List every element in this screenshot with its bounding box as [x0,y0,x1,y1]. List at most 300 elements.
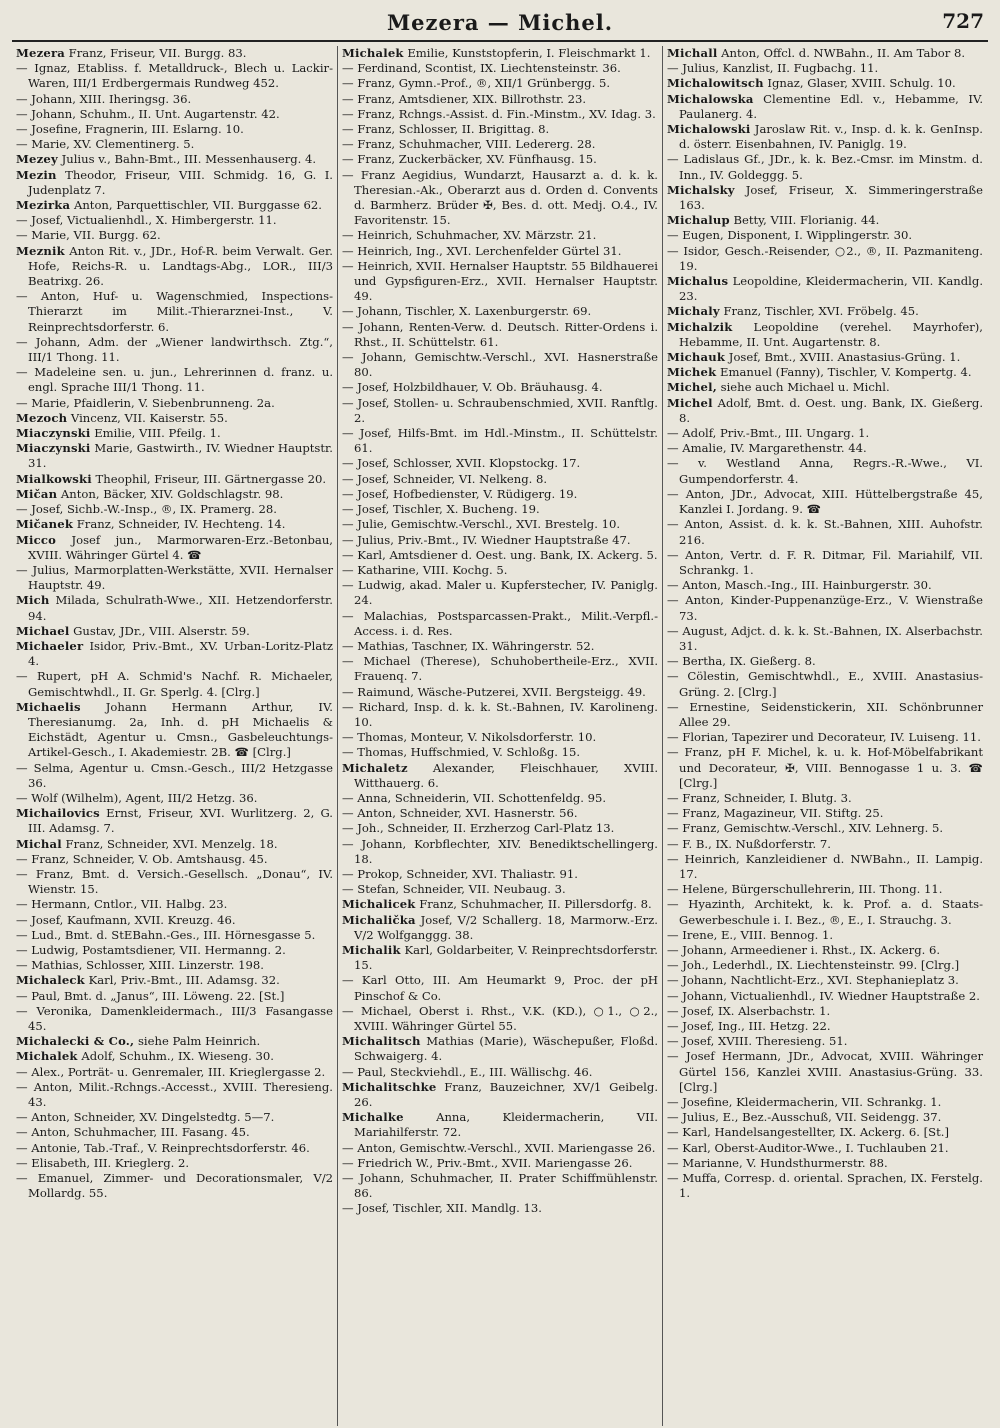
entry-text: Johann Hermann Arthur, IV. Theresianumg. 2a, Inh. d. pH Michaelis & Eichstädt, Agentur u. Cmsn., Gasbeleuchtungs-Artikel-Gesch., I. Akademiestr. 2B. ☎ [Clrg.] [28,699,333,760]
entry-text: — Anton, Huf- u. Wagenschmied, Inspections-Thierarzt im Milit.-Thierarznei-Inst., V. Reinprechtsdorferstr. 6. [16,289,333,334]
directory-entry [667,1110,983,1125]
entry-text: siehe auch Michael u. Michl. [716,380,890,395]
entry-text: — Josef, IX. Alserbachstr. 1. [667,1003,831,1018]
entry-text: — Ludwig, akad. Maler u. Kupferstecher, IV. Paniglg. 24. [342,578,658,608]
directory-entry [342,609,658,639]
directory-entry [16,852,333,867]
entry-surname: Mičanek [16,517,74,532]
entry-text: — Raimund, Wäsche-Putzerei, XVII. Bergsteigg. 49. [342,684,646,699]
entry-text: — Anton, Milit.-Rchngs.-Accesst., XVIII. Theresieng. 43. [16,1079,333,1110]
directory-entry [342,517,658,532]
directory-entry [342,426,658,456]
directory-entry [667,1125,983,1140]
directory-entry [667,244,983,274]
directory-entry [667,1049,983,1095]
directory-entry [16,1034,333,1049]
directory-entry [667,76,983,91]
entry-text: — Josef, Ing., III. Hetzg. 22. [667,1019,831,1033]
entry-surname: Michaleck [16,973,85,988]
directory-entry [667,882,983,897]
directory-entry [667,897,983,927]
directory-entry [342,685,658,700]
directory-entry [16,122,333,137]
entry-text: Anton Rit. v., JDr., Hof-R. beim Verwalt. Ger. Hofe, Reichs-R. u. Landtags-Abg., LOR., III/3 Beatrixg. 26. [28,243,333,289]
entry-text: Alexander, Fleischhauer, XVIII. Witthauerg. 6. [354,760,658,790]
entry-text: Marie, Gastwirth., IV. Wiedner Hauptstr. 31. [28,441,333,471]
directory-entry [667,989,983,1004]
entry-text: — Franz, Schuhmacher, VIII. Ledererg. 28. [342,137,596,152]
entry-surname: Mezirka [16,198,71,213]
entry-text: — Josef, Stollen- u. Schraubenschmied, XVII. Ranftlg. 2. [342,395,658,425]
directory-entry [342,1110,658,1140]
directory-entry [667,593,983,623]
entry-text: — Julie, Gemischtw.-Verschl., XVI. Brestelg. 10. [342,517,621,532]
entry-text: Anton, Bäcker, XIV. Goldschlagstr. 98. [57,486,284,501]
entry-surname: Mezey [16,152,58,167]
directory-entry [342,46,658,61]
directory-entry [16,502,333,517]
directory-entry [667,745,983,791]
directory-entry [342,1065,658,1080]
entry-text: — Hermann, Cntlor., VII. Halbg. 23. [16,897,228,912]
column-middle [337,46,662,1426]
entry-surname: Michel [667,395,713,410]
directory-entry [16,61,333,91]
entry-text: Karl, Goldarbeiter, V. Reinprechtsdorferstr. 15. [354,942,658,973]
entry-text: — Mathias, Taschner, IX. Währingerstr. 52. [342,638,595,653]
entry-text: — Marie, XV. Clementinerg. 5. [16,137,195,152]
directory-entry [342,700,658,730]
entry-text: — Mathias, Schlosser, XIII. Linzerstr. 198. [16,958,264,973]
entry-text: — Hyazinth, Architekt, k. k. Prof. a. d. Staats-Gewerbeschule i. I. Bez., ®, E., I. Strauchg. 3. [667,897,983,927]
entry-text: — Josef, Hilfs-Bmt. im Hdl.-Minstm., II. Schüttelstr. 61. [342,426,658,456]
directory-entry [667,928,983,943]
entry-surname: Miaczynski [16,426,91,441]
directory-entry [342,350,658,380]
entry-text: — Isidor, Gesch.-Reisender, ○2., ®, II. Pazmaniteng. 19. [667,243,983,273]
entry-surname: Michalicek [342,897,416,912]
entry-text: — v. Westland Anna, Regrs.-R.-Wwe., VI. Gumpendorferstr. 4. [667,456,983,486]
directory-entry [342,76,658,91]
entry-surname: Michalke [342,1110,404,1125]
directory-entry [342,487,658,502]
entry-text: — Josefine, Fragnerin, III. Eslarng. 10. [16,122,244,137]
directory-entry [16,837,333,852]
entry-text: — Marie, Pfaidlerin, V. Siebenbrunneng. 2a. [16,395,275,410]
entry-text: Anton, Offcl. d. NWBahn., II. Am Tabor 8. [717,46,966,60]
directory-entry [667,669,983,699]
entry-text: — Florian, Tapezirer und Decorateur, IV. Luiseng. 11. [667,730,981,745]
entry-text: — Heinrich, Schuhmacher, XV. Märzstr. 21. [342,228,597,243]
entry-text: — Ladislaus Gf., JDr., k. k. Bez.-Cmsr. im Minstm. d. Inn., IV. Goldeggg. 5. [667,152,983,182]
entry-surname: Michalup [667,213,730,228]
entry-surname: Michalek [16,1049,78,1064]
directory-entry [16,198,333,213]
directory-entry [342,228,658,243]
directory-entry [667,320,983,350]
entry-text: — Karl Otto, III. Am Heumarkt 9, Proc. der pH Pinschof & Co. [342,973,658,1003]
column-right [662,46,987,1426]
entry-surname: Michalička [342,912,416,927]
directory-entry [342,1004,658,1034]
entry-surname: Michalus [667,274,729,289]
entry-text: Jaroslaw Rit. v., Insp. d. k. k. GenInsp. d. österr. Eisenbahnen, IV. Paniglg. 19. [679,122,983,152]
directory-entry [16,563,333,593]
directory-entry [342,122,658,137]
entry-surname: Mich [16,593,50,608]
directory-entry [16,46,333,61]
directory-entry [16,168,333,198]
directory-entry [667,1171,983,1201]
entry-text: — Heinrich, XVII. Hernalser Hauptstr. 55 Bildhauerei und Gypsfiguren-Erz., XVII. Hernalser Hauptstr. 49. [342,258,658,304]
directory-entry [342,304,658,319]
entry-text: — Franz Aegidius, Wundarzt, Hausarzt a. d. k. k. Theresian.-Ak., Oberarzt aus d. Orden d. Convents d. Barmherz. Brüder ✠, Bes. d. ott. Medj. O.4., IV. Favoritenstr. 15. [342,167,658,228]
directory-entry [16,867,333,897]
entry-text: — Stefan, Schneider, VII. Neubaug. 3. [342,882,566,897]
entry-text: Adolf, Schuhm., IX. Wieseng. 30. [77,1049,274,1064]
entry-text: — Josef, XVIII. Theresieng. 51. [667,1034,848,1049]
entry-text: — Lud., Bmt. d. StEBahn.-Ges., III. Hörnesgasse 5. [16,927,316,942]
entry-text: — Johann, Victualienhdl., IV. Wiedner Hauptstraße 2. [667,988,980,1003]
entry-text: — Emanuel, Zimmer- und Decorationsmaler, V/2 Mollardg. 55. [16,1171,333,1201]
entry-text: Anna, Kleidermacherin, VII. Mariahilferstr. 72. [354,1110,658,1140]
directory-entry [16,1171,333,1201]
entry-text: — Franz, Amtsdiener, XIX. Billrothstr. 23. [342,91,587,106]
entry-text: — Paul, Steckviehdl., E., III. Wällischg. 46. [342,1064,593,1079]
directory-entry [342,1201,658,1216]
directory-entry [667,700,983,730]
directory-entry [342,943,658,973]
entry-surname: Michael [16,623,70,638]
directory-entry [667,821,983,836]
directory-entry [667,578,983,593]
directory-entry [16,244,333,290]
entry-text: — Franz, Gymn.-Prof., ®, XII/1 Grünbergg. 5. [342,76,611,91]
entry-text: — Prokop, Schneider, XVI. Thaliastr. 91. [342,866,578,881]
entry-text: — Irene, E., VIII. Bennog. 1. [667,927,834,942]
directory-entry [16,411,333,426]
entry-text: — Muffa, Corresp. d. oriental. Sprachen, IX. Ferstelg. 1. [667,1171,983,1201]
entry-text: Leopoldine (verehel. Mayrhofer), Hebamme, II. Unt. Augartenstr. 8. [679,319,983,349]
entry-text: — Selma, Agentur u. Cmsn.-Gesch., III/2 Hetzgasse 36. [16,760,333,790]
entry-text: — Josef, Kaufmann, XVII. Kreuzg. 46. [16,912,236,927]
entry-text: — Richard, Insp. d. k. k. St.-Bahnen, IV. Karolineng. 10. [342,699,658,729]
directory-entry [667,1004,983,1019]
entry-text: — Joh., Lederhdl., IX. Liechtensteinstr. 99. [Clrg.] [667,958,960,973]
entry-text: Franz, Friseur, VII. Burgg. 83. [65,46,247,60]
entry-text: — Johann, Renten-Verw. d. Deutsch. Ritter-Ordens i. Rhst., II. Schüttelstr. 61. [342,319,658,349]
entry-surname: Michalsky [667,182,735,197]
entry-text: — Rupert, pH A. Schmid's Nachf. R. Michaeler, Gemischtwhdl., II. Gr. Sperlg. 4. [Clrg.] [16,669,333,699]
directory-entry [667,380,983,395]
entry-text: Emilie, VIII. Pfeilg. 1. [90,426,221,441]
directory-entry [16,152,333,167]
directory-entry [16,958,333,973]
entry-text: — Julius, Priv.-Bmt., IV. Wiedner Hauptstraße 47. [342,532,631,547]
directory-entry [667,61,983,76]
entry-surname: Michalowitsch [667,76,764,91]
page-number: 727 [942,9,984,33]
directory-entry [667,730,983,745]
directory-entry [667,958,983,973]
directory-entry [667,1156,983,1171]
directory-entry [342,107,658,122]
entry-text: — Anton, Vertr. d. F. R. Ditmar, Fil. Mariahilf, VII. Schrankg. 1. [667,547,983,577]
entry-text: — Josef Hermann, JDr., Advocat, XVIII. Währinger Gürtel 156, Kanzlei XVIII. Anastasius-Grüng. 33. [Clrg.] [667,1049,983,1094]
entry-text: Franz, Bauzeichner, XV/1 Geibelg. 26. [354,1079,658,1110]
entry-text: — Malachias, Postsparcassen-Prakt., Milit.-Verpfl.-Access. i. d. Res. [342,608,658,638]
entry-text: — Johann, Schuhmacher, II. Prater Schiffmühlenstr. 86. [342,1171,658,1201]
directory-entry [667,654,983,669]
directory-entry [342,791,658,806]
directory-entry [16,1156,333,1171]
directory-entry [16,396,333,411]
entry-surname: Michall [667,46,718,60]
directory-entry [667,152,983,182]
entry-text: — Anton, Assist. d. k. k. St.-Bahnen, XIII. Auhofstr. 216. [667,517,983,547]
entry-text: — Michael, Oberst i. Rhst., V.K. (KD.), ○1., ○2., XVIII. Währinger Gürtel 55. [342,1003,658,1033]
directory-entry [667,183,983,213]
entry-text: Leopoldine, Kleidermacherin, VII. Kandlg. 23. [679,274,983,304]
entry-text: — Franz, Schneider, V. Ob. Amtshausg. 45. [16,851,268,866]
directory-entry [16,1065,333,1080]
entry-text: — Franz, Schlosser, II. Brigittag. 8. [342,122,550,137]
directory-entry [342,1156,658,1171]
entry-text: Ignaz, Glaser, XVIII. Schulg. 10. [763,76,956,91]
directory-entry [16,1080,333,1110]
entry-text: — Karl, Oberst-Auditor-Wwe., I. Tuchlauben 21. [667,1140,949,1155]
entry-surname: Michalzik [667,319,733,334]
directory-entry [667,791,983,806]
directory-entry [342,533,658,548]
directory-entry [667,973,983,988]
directory-entry [667,396,983,426]
entry-text: — Elisabeth, III. Krieglerg. 2. [16,1155,190,1170]
directory-entry [16,913,333,928]
directory-entry [342,1141,658,1156]
entry-text: — Madeleine sen. u. jun., Lehrerinnen d. franz. u. engl. Sprache III/1 Thong. 11. [16,365,333,395]
entry-text: — Josef, Holzbildhauer, V. Ob. Bräuhausg. 4. [342,380,603,395]
directory-entry [16,593,333,623]
entry-text: — Thomas, Huffschmied, V. Schloßg. 15. [342,745,581,760]
directory-entry [342,897,658,912]
entry-text: Vincenz, VII. Kaiserstr. 55. [67,410,228,425]
entry-text: — Josef, Schneider, VI. Nelkeng. 8. [342,471,548,486]
entry-surname: Michalek [342,46,404,60]
entry-text: Theophil, Friseur, III. Gärtnergasse 20. [91,471,327,486]
entry-text: — Veronika, Damenkleidermach., III/3 Fasangasse 45. [16,1003,333,1033]
entry-text: Ernst, Friseur, XVI. Wurlitzerg. 2, G. III. Adamsg. 7. [28,806,333,836]
entry-surname: Meznik [16,243,65,258]
entry-text: — Amalie, IV. Margarethenstr. 44. [667,441,867,456]
entry-text: — Heinrich, Ing., XVI. Lerchenfelder Gürtel 31. [342,243,622,258]
directory-entry [342,1080,658,1110]
entry-text: — Johann, Schuhm., II. Unt. Augartenstr. 42. [16,106,280,121]
directory-entry [16,943,333,958]
entry-text: Mathias (Marie), Wäschepußer, Floßd. Schwaigerg. 4. [354,1034,658,1064]
directory-entry [16,700,333,761]
entry-text: — Josef, Sichb.-W.-Insp., ®, IX. Pramerg. 28. [16,502,277,517]
entry-text: Milada, Schulrath-Wwe., XII. Hetzendorferstr. 94. [28,593,333,623]
entry-text: — Marianne, V. Hundsthurmerstr. 88. [667,1155,888,1170]
entry-text: — Johann, Gemischtw.-Verschl., XVI. Hasnerstraße 80. [342,350,658,380]
running-head: Mezera — Michel. [386,10,614,35]
entry-surname: Michalitsch [342,1034,421,1049]
entry-text: — Helene, Bürgerschullehrerin, III. Thong. 11. [667,882,943,897]
entry-text: — Thomas, Monteur, V. Nikolsdorferstr. 10. [342,730,597,745]
entry-text: — Ludwig, Postamtsdiener, VII. Hermanng. 2. [16,942,286,957]
entry-surname: Michek [667,365,717,380]
directory-entry [16,487,333,502]
directory-entry [667,426,983,441]
entry-text: — Anton, Schneider, XVI. Hasnerstr. 56. [342,806,578,821]
directory-entry [667,122,983,152]
directory-entry [16,761,333,791]
directory-entry [342,396,658,426]
directory-entry [16,639,333,669]
directory-entry [16,107,333,122]
entry-text: — Ignaz, Etabliss. f. Metalldruck-, Blech u. Lackir-Waren, III/1 Erdbergermais Rundweg 452. [16,61,333,91]
directory-entry [16,335,333,365]
directory-entry [667,852,983,882]
entry-text: Franz, Tischler, XVI. Fröbelg. 45. [719,304,919,319]
entry-text: — Franz, Gemischtw.-Verschl., XIV. Lehnerg. 5. [667,821,944,836]
entry-text: — Franz, Bmt. d. Versich.-Gesellsch. „Donau“, IV. Wienstr. 15. [16,866,333,897]
entry-text: — Franz, Schneider, I. Blutg. 3. [667,790,852,805]
entry-surname: Michalowski [667,122,751,137]
entry-text: — Franz, Zuckerbäcker, XV. Fünfhausg. 15. [342,152,597,167]
directory-entry [342,745,658,760]
directory-entry [342,837,658,867]
entry-text: Emilie, Kunststopferin, I. Fleischmarkt 1. [403,46,651,60]
entry-text: — F. B., IX. Nußdorferstr. 7. [667,836,831,851]
directory-entry [342,168,658,229]
directory-entry [16,228,333,243]
directory-entry [342,639,658,654]
directory-entry [16,472,333,487]
directory-entry [667,92,983,122]
entry-text: Julius v., Bahn-Bmt., III. Messenhauserg. 4. [57,152,317,167]
entry-text: — Wolf (Wilhelm), Agent, III/2 Hetzg. 36. [16,790,258,805]
directory-entry [16,928,333,943]
entry-text: — Johann, Tischler, X. Laxenburgerstr. 69. [342,304,592,319]
directory-entry [667,350,983,365]
directory-entry [16,213,333,228]
entry-text: Adolf, Bmt. d. Oest. ung. Bank, IX. Gießerg. 8. [679,395,983,425]
directory-entry [342,761,658,791]
entry-text: — Anton, Schneider, XV. Dingelstedtg. 5—7. [16,1110,275,1125]
entry-surname: Miaczynski [16,441,91,456]
entry-text: — Franz, pH F. Michel, k. u. k. Hof-Möbelfabrikant und Decorateur, ✠, VIII. Bennogasse 1 u. 3. ☎ [Clrg.] [667,745,983,790]
entry-text: Betty, VIII. Florianig. 44. [729,213,880,228]
directory-entry [667,365,983,380]
directory-entry [342,380,658,395]
entry-text: — Cölestin, Gemischtwhdl., E., XVIII. Anastasius-Grüng. 2. [Clrg.] [667,669,983,699]
entry-text: Franz, Schneider, IV. Hechteng. 14. [73,517,286,532]
directory-entry [667,1034,983,1049]
directory-entry [342,1171,658,1201]
columns [12,46,988,1426]
directory-entry [16,533,333,563]
entry-text: — Karl, Amtsdiener d. Oest. ung. Bank, IX. Ackerg. 5. [342,547,658,562]
entry-surname: Michalowska [667,91,754,106]
entry-text: — Joh., Schneider, II. Erzherzog Carl-Platz 13. [342,821,615,836]
directory-entry [342,152,658,167]
directory-entry [342,578,658,608]
entry-surname: Michalecki & Co., [16,1034,135,1049]
directory-entry [16,1110,333,1125]
entry-surname: Micco [16,532,57,547]
directory-entry [342,502,658,517]
entry-text: — Heinrich, Kanzleidiener d. NWBahn., II. Lampig. 17. [667,851,983,881]
entry-surname: Michailovics [16,806,100,821]
entry-text: — Josef, Schlosser, XVII. Klopstockg. 17. [342,456,581,471]
entry-text: Josef, Friseur, X. Simmeringerstraße 163. [679,182,983,213]
directory-entry [16,669,333,699]
entry-surname: Michal [16,836,62,851]
entry-text: Josef jun., Marmorwaren-Erz.-Betonbau, XVIII. Währinger Gürtel 4. ☎ [28,532,333,562]
directory-entry [342,821,658,836]
directory-entry [342,137,658,152]
entry-text: — August, Adjct. d. k. k. St.-Bahnen, IX. Alserbachstr. 31. [667,623,983,653]
entry-text: Karl, Priv.-Bmt., III. Adamsg. 32. [84,973,280,988]
entry-text: — Anton, JDr., Advocat, XIII. Hüttelbergstraße 45, Kanzlei I. Jordang. 9. ☎ [667,486,983,517]
entry-text: — Eugen, Disponent, I. Wipplingerstr. 30. [667,228,913,243]
directory-entry [16,897,333,912]
directory-entry [667,806,983,821]
entry-text: Theodor, Friseur, VIII. Schmidg. 16, G. I. Judenplatz 7. [28,167,333,197]
entry-text: — Adolf, Priv.-Bmt., III. Ungarg. 1. [667,426,870,441]
directory-entry [342,654,658,684]
entry-text: Franz, Schneider, XVI. Menzelg. 18. [61,836,278,851]
entry-surname: Michaletz [342,760,408,775]
directory-entry [16,517,333,532]
directory-entry [16,441,333,471]
directory-entry [342,867,658,882]
entry-surname: Michalik [342,942,401,957]
entry-text: Emanuel (Fanny), Tischler, V. Kompertg. 4. [716,365,972,380]
directory-entry [667,228,983,243]
entry-text: siehe Palm Heinrich. [134,1034,261,1049]
entry-text: — Karl, Handelsangestellter, IX. Ackerg. 6. [St.] [667,1125,949,1140]
entry-text: — Josef, Hofbedienster, V. Rüdigerg. 19. [342,486,578,501]
directory-entry [667,624,983,654]
directory-entry [16,289,333,335]
entry-text: — Julius, Marmorplatten-Werkstätte, XVII. Hernalser Hauptstr. 49. [16,562,333,593]
directory-entry [16,137,333,152]
entry-surname: Mezin [16,167,57,182]
entry-text: — Julius, Kanzlist, II. Fugbachg. 11. [667,61,879,76]
entry-surname: Michaeler [16,638,84,653]
entry-text: Gustav, JDr., VIII. Alserstr. 59. [69,623,250,638]
entry-text: — Friedrich W., Priv.-Bmt., XVII. Mariengasse 26. [342,1155,633,1170]
directory-entry [342,548,658,563]
directory-entry [667,837,983,852]
directory-entry [667,274,983,304]
directory-entry [16,365,333,395]
directory-entry [342,92,658,107]
entry-text: — Ferdinand, Scontist, IX. Liechtensteinstr. 36. [342,61,621,76]
entry-surname: Michaly [667,304,720,319]
directory-entry [342,730,658,745]
directory-entry [16,989,333,1004]
directory-entry [667,517,983,547]
entry-text: — Josefine, Kleidermacherin, VII. Schrankg. 1. [667,1095,942,1110]
entry-text: — Anton, Masch.-Ing., III. Hainburgerstr. 30. [667,578,932,593]
directory-entry [16,1049,333,1064]
entry-text: — Johann, Nachtlicht-Erz., XVI. Stephanieplatz 3. [667,973,959,988]
directory-entry [667,441,983,456]
